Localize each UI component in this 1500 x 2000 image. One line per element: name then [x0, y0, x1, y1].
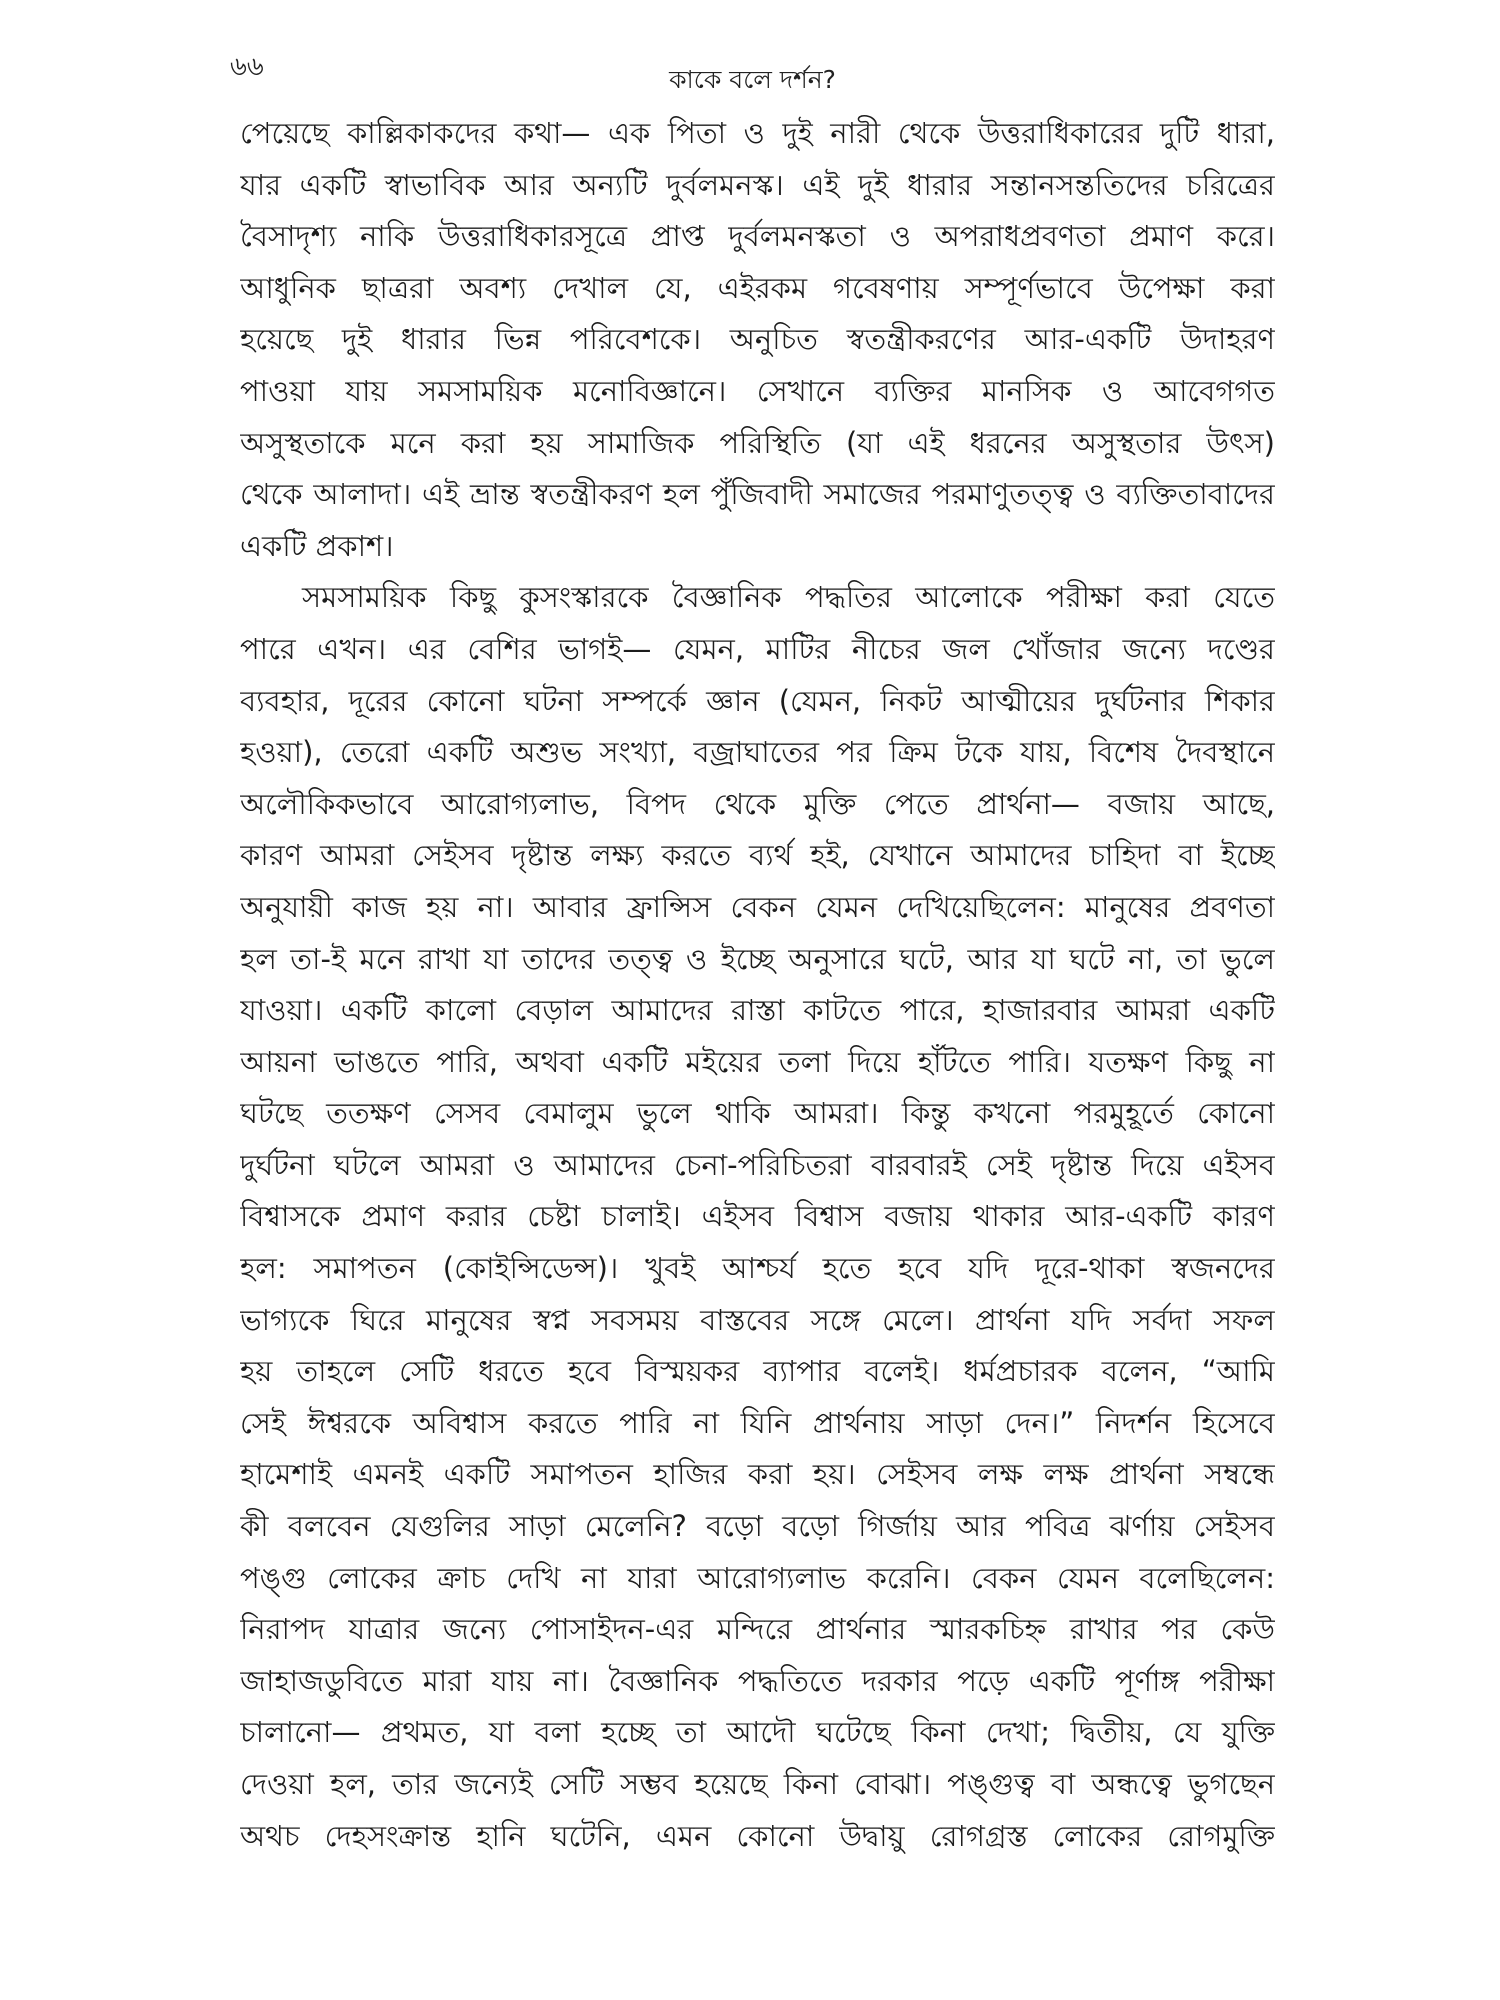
text-line: কী বলবেন যেগুলির সাড়া মেলেনি? বড়ো বড়ো গির্জায় আর পবিত্র ঝর্ণায় সেইসব	[240, 1509, 1275, 1544]
paragraph-2	[240, 572, 1275, 1862]
text-line: জাহাজডুবিতে মারা যায় না। বৈজ্ঞানিক পদ্ধতিতে দরকার পড়ে একটি পূর্ণাঙ্গ পরীক্ষা	[240, 1663, 1275, 1698]
text-line: হয় তাহলে সেটি ধরতে হবে বিস্ময়কর ব্যাপার বলেই। ধর্মপ্রচারক বলেন, “আমি	[240, 1354, 1275, 1389]
text-line: হওয়া), তেরো একটি অশুভ সংখ্যা, বজ্রাঘাতের পর ক্রিম টকে যায়, বিশেষ দৈবস্থানে	[240, 735, 1275, 770]
text-line: যার একটি স্বাভাবিক আর অন্যটি দুর্বলমনস্ক। এই দুই ধারার সন্তানসন্ততিদের চরিত্রের	[240, 167, 1275, 202]
text-line: কারণ আমরা সেইসব দৃষ্টান্ত লক্ষ্য করতে ব্যর্থ হই, যেখানে আমাদের চাহিদা বা ইচ্ছে	[240, 838, 1275, 873]
text-line: অলৌকিকভাবে আরোগ্যলাভ, বিপদ থেকে মুক্তি পেতে প্রার্থনা— বজায় আছে,	[240, 786, 1275, 821]
text-line: হয়েছে দুই ধারার ভিন্ন পরিবেশকে। অনুচিত স্বতন্ত্রীকরণের আর-একটি উদাহরণ	[240, 322, 1275, 357]
text-line: যাওয়া। একটি কালো বেড়াল আমাদের রাস্তা কাটতে পারে, হাজারবার আমরা একটি	[240, 993, 1275, 1028]
text-line: ব্যবহার, দূরের কোনো ঘটনা সম্পর্কে জ্ঞান (যেমন, নিকট আত্মীয়ের দুর্ঘটনার শিকার	[240, 683, 1275, 718]
text-line: আধুনিক ছাত্ররা অবশ্য দেখাল যে, এইরকম গবেষণায় সম্পূর্ণভাবে উপেক্ষা করা	[240, 270, 1275, 305]
text-line: বিশ্বাসকে প্রমাণ করার চেষ্টা চালাই। এইসব বিশ্বাস বজায় থাকার আর-একটি কারণ	[240, 1199, 1275, 1234]
text-line: নিরাপদ যাত্রার জন্যে পোসাইদন-এর মন্দিরে প্রার্থনার স্মারকচিহ্ন রাখার পর কেউ	[240, 1612, 1275, 1647]
body-text	[240, 108, 1275, 1862]
text-line: অথচ দেহসংক্রান্ত হানি ঘটেনি, এমন কোনো উদ্বায়ু রোগগ্রস্ত লোকের রোগমুক্তি	[240, 1818, 1275, 1853]
text-line: বৈসাদৃশ্য নাকি উত্তরাধিকারসূত্রে প্রাপ্ত দুর্বলমনস্কতা ও অপরাধপ্রবণতা প্রমাণ করে।	[240, 219, 1275, 254]
text-line: পেয়েছে কাল্লিকাকদের কথা— এক পিতা ও দুই নারী থেকে উত্তরাধিকারের দুটি ধারা,	[240, 116, 1275, 150]
text-line: দেওয়া হল, তার জন্যেই সেটি সম্ভব হয়েছে কিনা বোঝা। পঙ্গুত্ব বা অন্ধত্বে ভুগছেন	[240, 1767, 1275, 1801]
text-line: দুর্ঘটনা ঘটলে আমরা ও আমাদের চেনা-পরিচিতরা বারবারই সেই দৃষ্টান্ত দিয়ে এইসব	[240, 1147, 1275, 1182]
text-line: পাওয়া যায় সমসাময়িক মনোবিজ্ঞানে। সেখানে ব্যক্তির মানসিক ও আবেগগত	[240, 373, 1275, 408]
text-line: হল তা-ই মনে রাখা যা তাদের তত্ত্ব ও ইচ্ছে অনুসারে ঘটে, আর যা ঘটে না, তা ভুলে	[240, 941, 1275, 976]
text-line: হামেশাই এমনই একটি সমাপতন হাজির করা হয়। সেইসব লক্ষ লক্ষ প্রার্থনা সম্বন্ধে	[240, 1457, 1275, 1492]
text-line: পঙ্গু লোকের ক্রাচ দেখি না যারা আরোগ্যলাভ করেনি। বেকন যেমন বলেছিলেন:	[240, 1560, 1275, 1595]
text-line: ঘটছে ততক্ষণ সেসব বেমালুম ভুলে থাকি আমরা। কিন্তু কখনো পরমুহূর্তে কোনো	[240, 1096, 1275, 1131]
text-line: থেকে আলাদা। এই ভ্রান্ত স্বতন্ত্রীকরণ হল পুঁজিবাদী সমাজের পরমাণুতত্ত্ব ও ব্যক্তিতাবাদের	[240, 477, 1275, 512]
text-line: সমসাময়িক কিছু কুসংস্কারকে বৈজ্ঞানিক পদ্ধতির আলোকে পরীক্ষা করা যেতে	[302, 580, 1275, 615]
text-line: সেই ঈশ্বরকে অবিশ্বাস করতে পারি না যিনি প্রার্থনায় সাড়া দেন।” নিদর্শন হিসেবে	[240, 1405, 1275, 1440]
paragraph-1	[240, 108, 1275, 572]
text-line: পারে এখন। এর বেশির ভাগই— যেমন, মাটির নীচের জল খোঁজার জন্যে দণ্ডের	[240, 631, 1275, 666]
text-line: চালানো— প্রথমত, যা বলা হচ্ছে তা আদৌ ঘটেছে কিনা দেখা; দ্বিতীয়, যে যুক্তি	[240, 1715, 1275, 1750]
text-line: অনুযায়ী কাজ হয় না। আবার ফ্রান্সিস বেকন যেমন দেখিয়েছিলেন: মানুষের প্রবণতা	[240, 889, 1275, 924]
running-head	[230, 46, 1275, 96]
text-line: হল: সমাপতন (কোইন্সিডেন্স)। খুবই আশ্চর্য হতে হবে যদি দূরে-থাকা স্বজনদের	[240, 1251, 1275, 1286]
page-number: ৬৬	[230, 52, 264, 82]
text-line: একটি প্রকাশ।	[240, 528, 394, 563]
chapter-title: কাকে বলে দর্শন?	[669, 65, 836, 94]
text-line: আয়না ভাঙতে পারি, অথবা একটি মইয়ের তলা দিয়ে হাঁটতে পারি। যতক্ষণ কিছু না	[240, 1044, 1275, 1079]
text-line: অসুস্থতাকে মনে করা হয় সামাজিক পরিস্থিতি (যা এই ধরনের অসুস্থতার উৎস)	[240, 425, 1275, 460]
text-line: ভাগ্যকে ঘিরে মানুষের স্বপ্ন সবসময় বাস্তবের সঙ্গে মেলে। প্রার্থনা যদি সর্বদা সফল	[240, 1302, 1275, 1337]
